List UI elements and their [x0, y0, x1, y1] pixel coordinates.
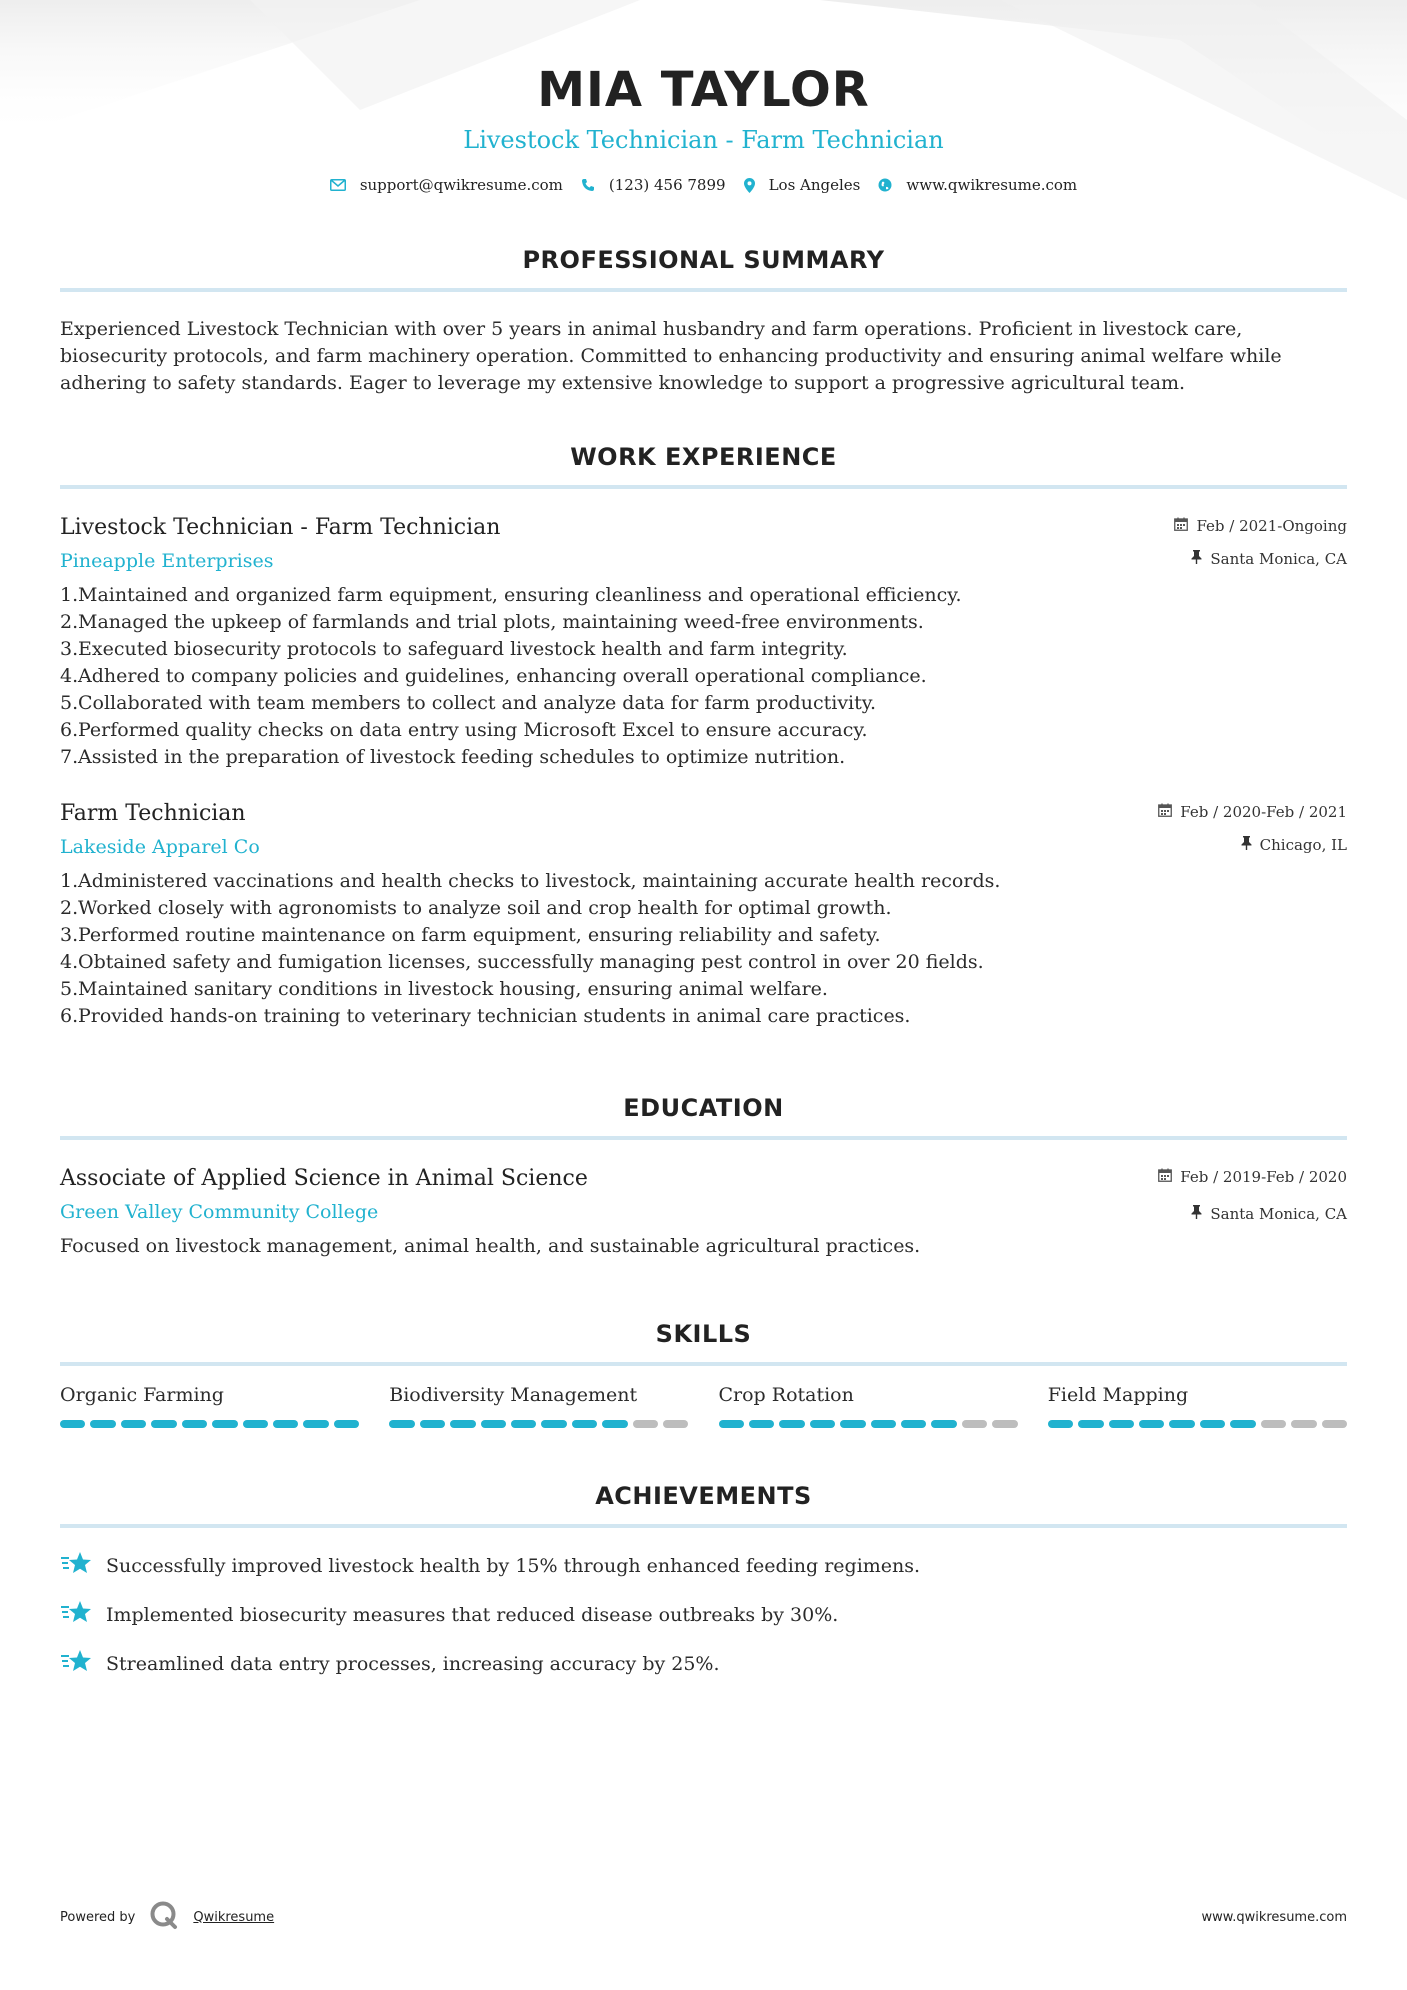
qwikresume-logo-icon — [149, 1900, 179, 1934]
skill-item — [389, 1384, 688, 1428]
section-heading: PROFESSIONAL SUMMARY — [522, 246, 885, 274]
calendar-icon — [1158, 803, 1172, 821]
list-item: 1. Maintained and organized farm equipment, ensuring cleanliness and operational efficiency. — [60, 584, 962, 606]
skill-item — [60, 1384, 359, 1428]
skill-segment-filled — [541, 1420, 566, 1428]
pin-icon — [1191, 1205, 1202, 1223]
skill-segment-filled — [334, 1420, 359, 1428]
skill-segment-empty — [1261, 1420, 1286, 1428]
skill-segment-filled — [840, 1420, 865, 1428]
skill-segment-filled — [901, 1420, 926, 1428]
skill-segment-filled — [481, 1420, 506, 1428]
skill-level-bar — [1048, 1420, 1347, 1428]
skill-name: Biodiversity Management — [389, 1384, 638, 1406]
skill-segment-empty — [992, 1420, 1017, 1428]
list-item: 2. Managed the upkeep of farmlands and trial plots, maintaining weed-free environments. — [60, 611, 924, 633]
school-name: Green Valley Community College — [60, 1201, 379, 1223]
pin-icon — [1191, 550, 1202, 568]
website-text: www.qwikresume.com — [906, 176, 1078, 194]
skill-segment-filled — [420, 1420, 445, 1428]
job-dates: Feb / 2020-Feb / 2021 — [1180, 803, 1347, 821]
section-divider — [60, 1362, 1347, 1366]
skill-name: Crop Rotation — [718, 1384, 854, 1406]
contact-website[interactable] — [878, 176, 1077, 194]
achievement-item — [60, 1648, 1347, 1679]
skill-segment-filled — [182, 1420, 207, 1428]
skill-segment-empty — [633, 1420, 658, 1428]
skill-item — [719, 1384, 1018, 1428]
achievement-list — [60, 1550, 1347, 1679]
contact-location — [744, 176, 861, 194]
list-item: 4. Adhered to company policies and guidelines, enhancing overall operational compliance. — [60, 665, 927, 687]
skill-segment-filled — [1230, 1420, 1255, 1428]
skill-segment-filled — [273, 1420, 298, 1428]
star-icon — [60, 1648, 92, 1679]
job-dates: Feb / 2021-Ongoing — [1196, 517, 1347, 535]
job-location: Santa Monica, CA — [1210, 550, 1347, 568]
education-entry — [60, 1166, 1347, 1260]
pin-icon — [1241, 836, 1252, 854]
star-icon — [60, 1550, 92, 1581]
list-item: 5. Collaborated with team members to collect and analyze data for farm productivity. — [60, 692, 877, 714]
education-section — [60, 1094, 1347, 1260]
calendar-icon — [1174, 517, 1188, 535]
skill-segment-empty — [663, 1420, 688, 1428]
skill-name: Field Mapping — [1047, 1384, 1189, 1406]
candidate-name: MIA TAYLOR — [537, 62, 870, 118]
calendar-icon — [1158, 1168, 1172, 1186]
list-item: 7. Assisted in the preparation of livestock feeding schedules to optimize nutrition. — [60, 746, 846, 768]
skill-segment-filled — [572, 1420, 597, 1428]
qwikresume-link[interactable]: Qwikresume — [193, 1909, 275, 1925]
job-entry — [60, 515, 1347, 771]
skill-segment-filled — [90, 1420, 115, 1428]
list-item: 3. Performed routine maintenance on farm equipment, ensuring reliability and safety. — [60, 924, 881, 946]
section-heading: ACHIEVEMENTS — [595, 1482, 812, 1510]
skill-segment-filled — [1078, 1420, 1103, 1428]
skill-segment-filled — [602, 1420, 627, 1428]
skill-segment-filled — [1048, 1420, 1073, 1428]
footer-website[interactable]: www.qwikresume.com — [1201, 1909, 1347, 1925]
list-item: 2. Worked closely with agronomists to analyze soil and crop health for optimal growth. — [60, 897, 892, 919]
skill-segment-empty — [962, 1420, 987, 1428]
achievement-text: Streamlined data entry processes, increasing accuracy by 25%. — [106, 1652, 720, 1675]
skill-item — [1048, 1384, 1347, 1428]
skill-segment-filled — [1200, 1420, 1225, 1428]
skill-segment-filled — [810, 1420, 835, 1428]
experience-section — [60, 443, 1347, 1030]
achievement-text: Implemented biosecurity measures that reduced disease outbreaks by 30%. — [106, 1603, 839, 1626]
skill-segment-filled — [303, 1420, 328, 1428]
skill-segment-filled — [511, 1420, 536, 1428]
list-item: 1. Administered vaccinations and health checks to livestock, maintaining accurate health records. — [60, 870, 1001, 892]
contact-email[interactable] — [330, 176, 563, 194]
skill-segment-filled — [779, 1420, 804, 1428]
job-entry — [60, 801, 1347, 1030]
skill-segment-filled — [719, 1420, 744, 1428]
section-heading: EDUCATION — [623, 1094, 784, 1122]
skill-level-bar — [60, 1420, 359, 1428]
powered-by-label: Powered by — [60, 1909, 136, 1925]
contact-bar — [60, 176, 1347, 194]
summary-text: Experienced Livestock Technician with over 5 years in animal husbandry and farm operations. Proficient in livestock care, biosecurity protocols, and farm machinery operation. Committed to enhancing productivity and ensuring animal welfare while adhering to safety standards. Eager to leverage my extensive knowledge to support a progressive agricultural team. — [60, 318, 1282, 394]
achievement-item — [60, 1599, 1347, 1630]
star-icon — [60, 1599, 92, 1630]
education-dates: Feb / 2019-Feb / 2020 — [1180, 1168, 1347, 1186]
achievement-text: Successfully improved livestock health by 15% through enhanced feeding regimens. — [106, 1554, 921, 1577]
skill-level-bar — [719, 1420, 1018, 1428]
skill-segment-filled — [1169, 1420, 1194, 1428]
skills-section — [60, 1320, 1347, 1428]
globe-icon — [878, 178, 892, 192]
skill-segment-filled — [450, 1420, 475, 1428]
list-item: 6. Performed quality checks on data entry using Microsoft Excel to ensure accuracy. — [60, 719, 868, 741]
list-item: 6. Provided hands-on training to veterinary technician students in animal care practices. — [60, 1005, 911, 1027]
skill-segment-empty — [1291, 1420, 1316, 1428]
skill-segment-filled — [871, 1420, 896, 1428]
summary-section — [60, 246, 1347, 397]
job-title: Livestock Technician - Farm Technician — [60, 515, 501, 540]
degree-title: Associate of Applied Science in Animal Science — [60, 1166, 588, 1191]
page-footer — [60, 1900, 1347, 1934]
section-heading: SKILLS — [655, 1320, 752, 1348]
location-text: Los Angeles — [768, 176, 861, 194]
phone-icon — [581, 178, 595, 192]
section-divider — [60, 1524, 1347, 1528]
job-duties — [60, 868, 1347, 1030]
job-title: Farm Technician — [60, 801, 246, 826]
company-name: Lakeside Apparel Co — [60, 836, 260, 858]
skill-name: Organic Farming — [60, 1384, 224, 1406]
job-location: Chicago, IL — [1259, 836, 1347, 854]
map-pin-icon — [744, 178, 755, 193]
email-text: support@qwikresume.com — [359, 176, 563, 194]
skill-segment-filled — [121, 1420, 146, 1428]
skill-segment-filled — [389, 1420, 414, 1428]
phone-text: (123) 456 7899 — [608, 176, 726, 194]
skill-segment-filled — [243, 1420, 268, 1428]
skill-level-bar — [389, 1420, 688, 1428]
education-location: Santa Monica, CA — [1210, 1205, 1347, 1223]
section-divider — [60, 1136, 1347, 1140]
skill-segment-filled — [931, 1420, 956, 1428]
achievement-item — [60, 1550, 1347, 1581]
candidate-title: Livestock Technician - Farm Technician — [463, 126, 944, 154]
skill-segment-filled — [151, 1420, 176, 1428]
company-name: Pineapple Enterprises — [60, 550, 274, 572]
skill-segment-filled — [1109, 1420, 1134, 1428]
skill-segment-empty — [1322, 1420, 1347, 1428]
section-heading: WORK EXPERIENCE — [570, 443, 837, 471]
envelope-icon — [330, 179, 346, 191]
skill-segment-filled — [749, 1420, 774, 1428]
section-divider — [60, 485, 1347, 489]
list-item: 4. Obtained safety and fumigation licenses, successfully managing pest control in over 20 fields. — [60, 951, 984, 973]
skill-segment-filled — [1139, 1420, 1164, 1428]
list-item: 5. Maintained sanitary conditions in livestock housing, ensuring animal welfare. — [60, 978, 828, 1000]
list-item: 3. Executed biosecurity protocols to safeguard livestock health and farm integrity. — [60, 638, 848, 660]
education-description: Focused on livestock management, animal health, and sustainable agricultural practices. — [60, 1235, 921, 1257]
skill-segment-filled — [60, 1420, 85, 1428]
skill-segment-filled — [212, 1420, 237, 1428]
job-duties — [60, 582, 1347, 771]
contact-phone[interactable] — [581, 176, 726, 194]
section-divider — [60, 288, 1347, 292]
achievements-section — [60, 1482, 1347, 1679]
